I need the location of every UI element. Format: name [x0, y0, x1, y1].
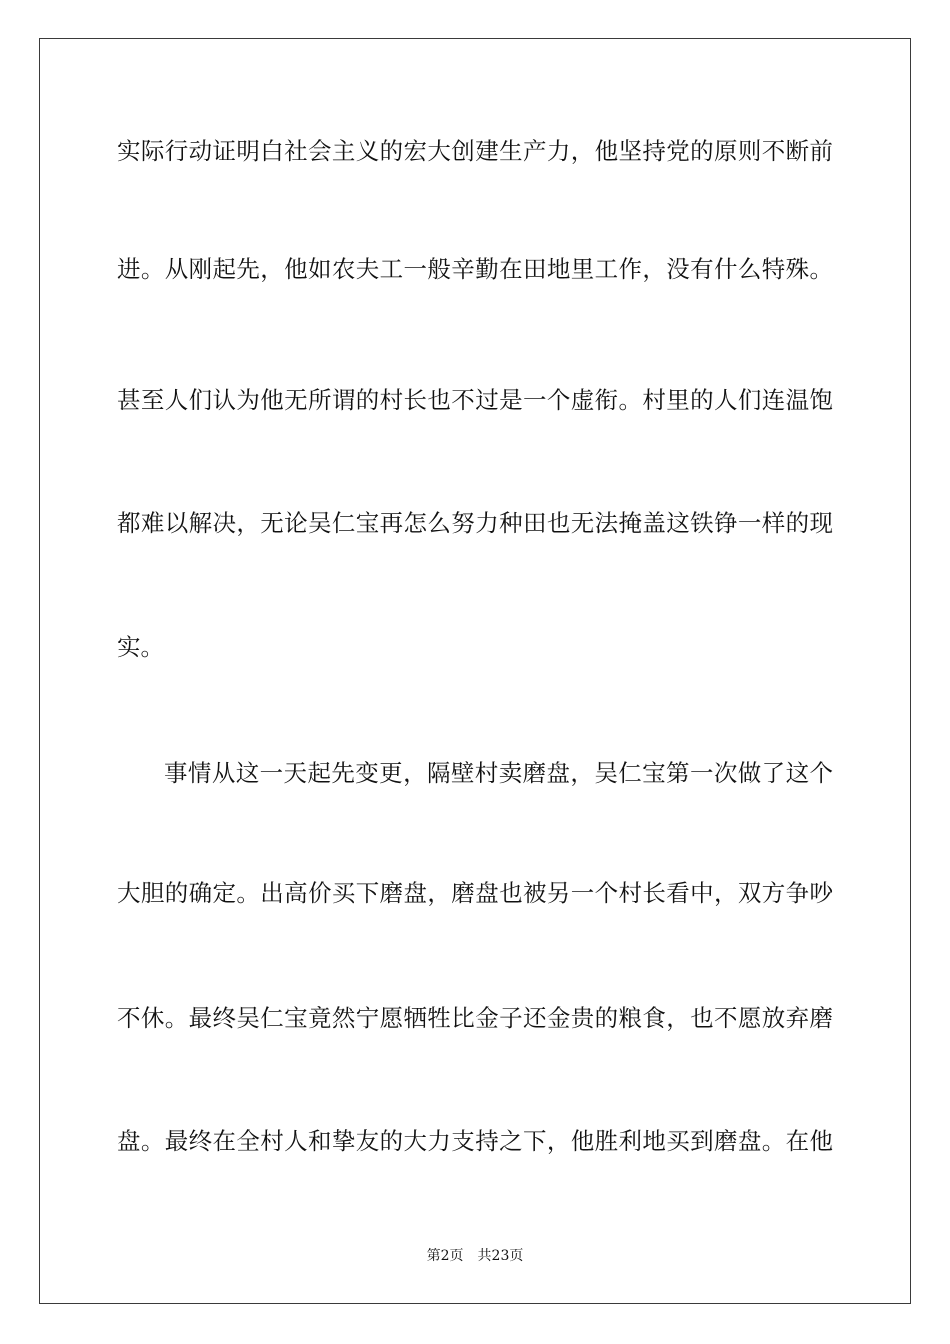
body-line-5: 实。 — [117, 633, 164, 661]
paragraph-2-line-1: 事情从这一天起先变更，隔壁村卖磨盘，吴仁宝第一次做了这个 — [164, 759, 833, 787]
body-line-2: 进。从刚起先，他如农夫工一般辛勤在田地里工作，没有什么特殊。 — [117, 255, 833, 283]
body-line-4: 都难以解决，无论吴仁宝再怎么努力种田也无法掩盖这铁铮一样的现 — [117, 509, 833, 537]
page-border — [39, 38, 911, 1304]
paragraph-2-line-2: 大胆的确定。出高价买下磨盘，磨盘也被另一个村长看中，双方争吵 — [117, 879, 833, 907]
page-total: 共23页 — [477, 1248, 524, 1264]
body-line-3: 甚至人们认为他无所谓的村长也不过是一个虚衔。村里的人们连温饱 — [117, 386, 833, 414]
paragraph-2-line-4: 盘。最终在全村人和挚友的大力支持之下，他胜利地买到磨盘。在他 — [117, 1127, 833, 1155]
body-line-1: 实际行动证明白社会主义的宏大创建生产力，他坚持党的原则不断前 — [117, 137, 833, 165]
page-footer — [0, 1246, 950, 1266]
paragraph-2-line-3: 不休。最终吴仁宝竟然宁愿牺牲比金子还金贵的粮食，也不愿放弃磨 — [117, 1004, 833, 1032]
page-number: 第2页 — [426, 1248, 464, 1264]
